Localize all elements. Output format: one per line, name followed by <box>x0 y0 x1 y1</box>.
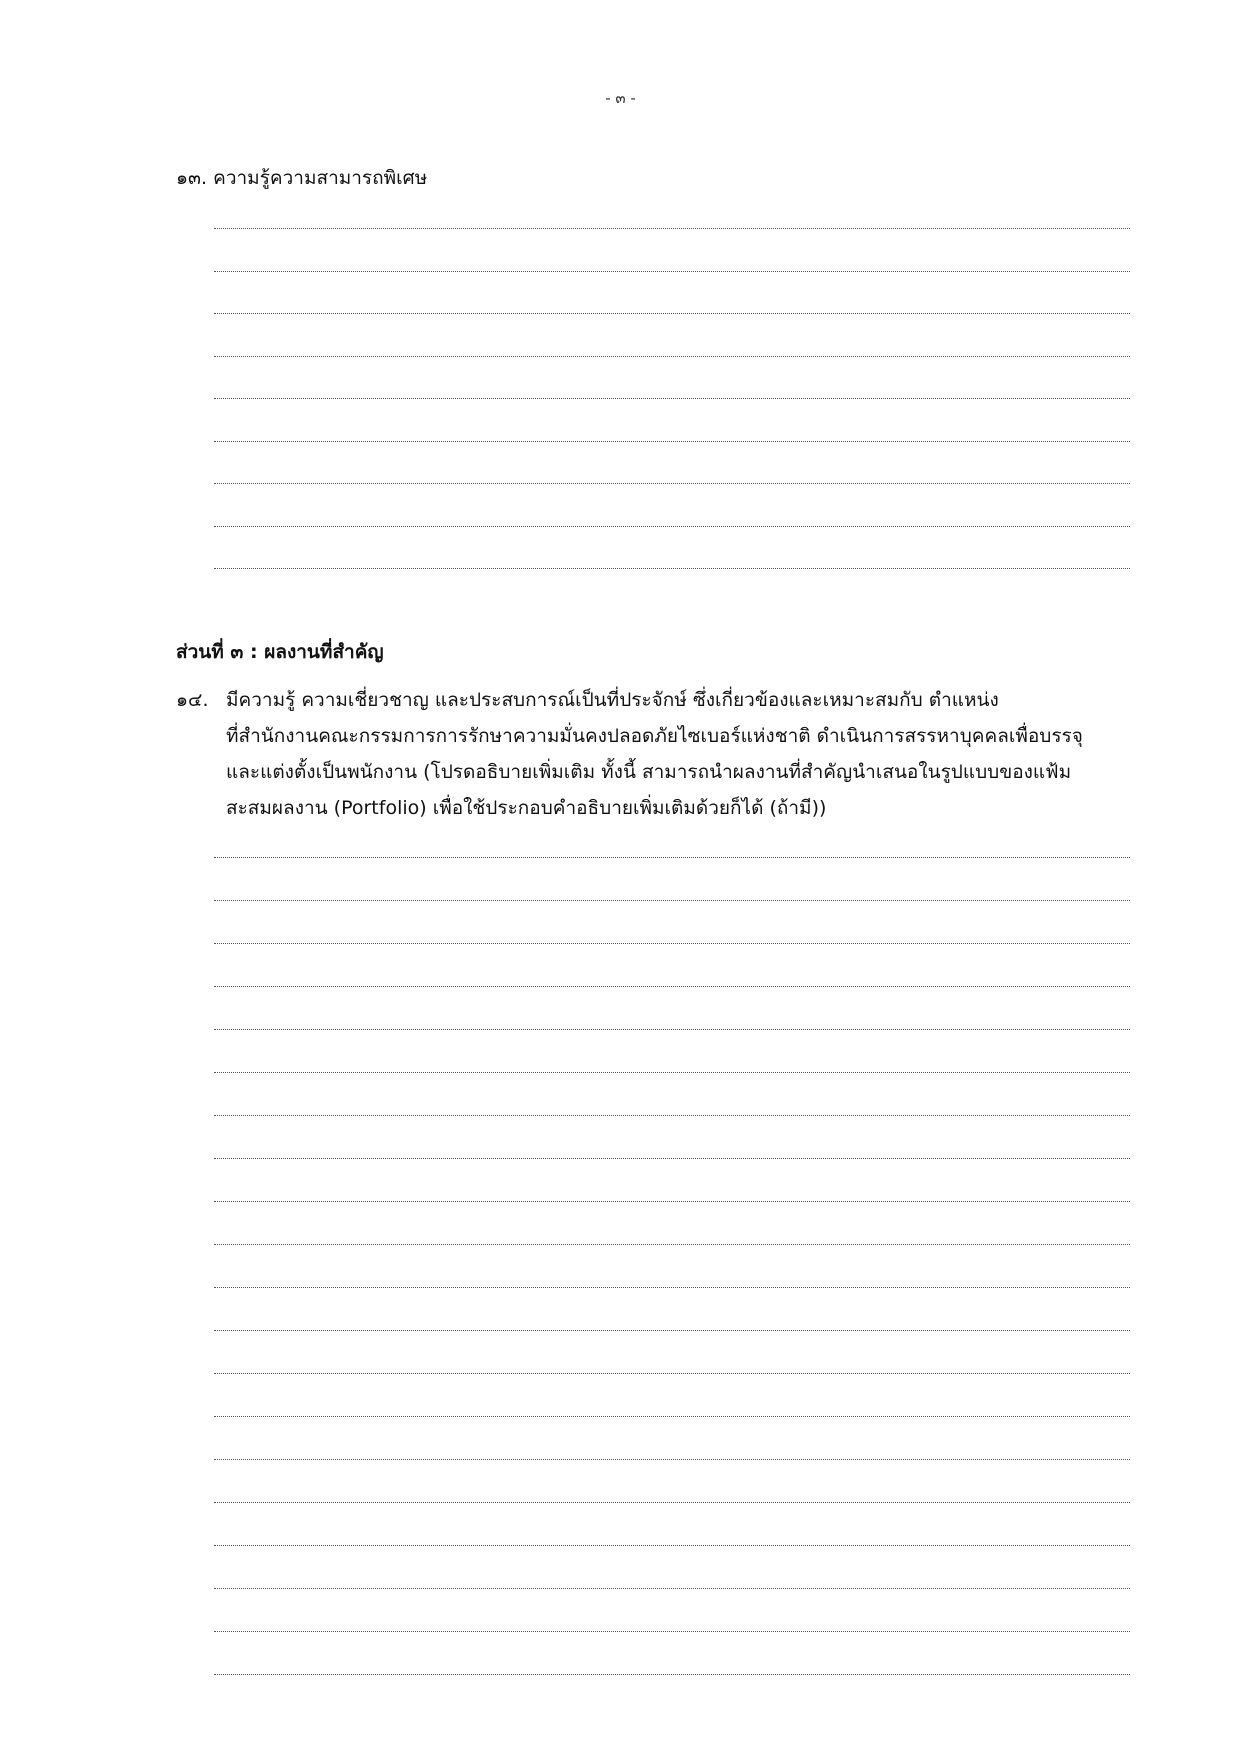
question-13-answer-line[interactable] <box>214 398 1130 399</box>
question-14-answer-line[interactable] <box>214 1588 1130 1589</box>
question-14-answer-line[interactable] <box>214 1502 1130 1503</box>
question-14-answer-line[interactable] <box>214 1158 1130 1159</box>
question-13-answer-line[interactable] <box>214 568 1130 569</box>
question-13-answer-line[interactable] <box>214 313 1130 314</box>
question-13-answer-line[interactable] <box>214 483 1130 484</box>
question-14-answer-line[interactable] <box>214 1115 1130 1116</box>
question-14-answer-line[interactable] <box>214 986 1130 987</box>
question-13-answer-line[interactable] <box>214 228 1130 229</box>
question-14-text: มีความรู้ ความเชี่ยวชาญ และประสบการณ์เป็นที่ประจักษ์ ซึ่งเกี่ยวข้องและเหมาะสมกับ ตำแหน่ง ที่สำนักงานคณะกรรมการการรักษาความมั่นคงปลอดภัยไซเบอร์แห่งชาติ ดำเนินการสรรหาบุคคลเพื่อบรรจุ และแต่งตั้งเป็นพนักงาน (โปรดอธิบายเพิ่มเติม ทั้งนี้ สามารถนำผลงานที่สำคัญนำเสนอในรูปแบบของแฟ้ม สะสมผลงาน (Portfolio) เพื่อใช้ประกอบคำอธิบายเพิ่มเติมด้วยก็ได้ (ถ้ามี)) <box>226 689 1083 819</box>
question-14-answer-line[interactable] <box>214 900 1130 901</box>
question-13-heading: ๑๓. ความรู้ความสามารถพิเศษ <box>176 167 428 189</box>
question-14-answer-line[interactable] <box>214 1029 1130 1030</box>
question-14-number: ๑๔. <box>176 689 209 711</box>
question-14-answer-line[interactable] <box>214 943 1130 944</box>
question-13-answer-line[interactable] <box>214 271 1130 272</box>
page-number: - ๓ - <box>605 89 636 107</box>
question-14-answer-line[interactable] <box>214 1459 1130 1460</box>
question-14-answer-line[interactable] <box>214 1416 1130 1417</box>
question-14-answer-line[interactable] <box>214 1287 1130 1288</box>
question-14-answer-line[interactable] <box>214 1545 1130 1546</box>
question-14-answer-line[interactable] <box>214 1244 1130 1245</box>
question-14-answer-line[interactable] <box>214 1072 1130 1073</box>
question-14-answer-line[interactable] <box>214 1373 1130 1374</box>
question-14-answer-line[interactable] <box>214 1631 1130 1632</box>
question-13-answer-line[interactable] <box>214 441 1130 442</box>
question-13-answer-line[interactable] <box>214 526 1130 527</box>
question-14 <box>176 682 1142 826</box>
question-14-answer-line[interactable] <box>214 1330 1130 1331</box>
question-13-answer-line[interactable] <box>214 356 1130 357</box>
section-3-title: ส่วนที่ ๓ : ผลงานที่สำคัญ <box>176 641 384 663</box>
question-14-answer-line[interactable] <box>214 1201 1130 1202</box>
question-14-answer-line[interactable] <box>214 1674 1130 1675</box>
question-14-answer-line[interactable] <box>214 857 1130 858</box>
